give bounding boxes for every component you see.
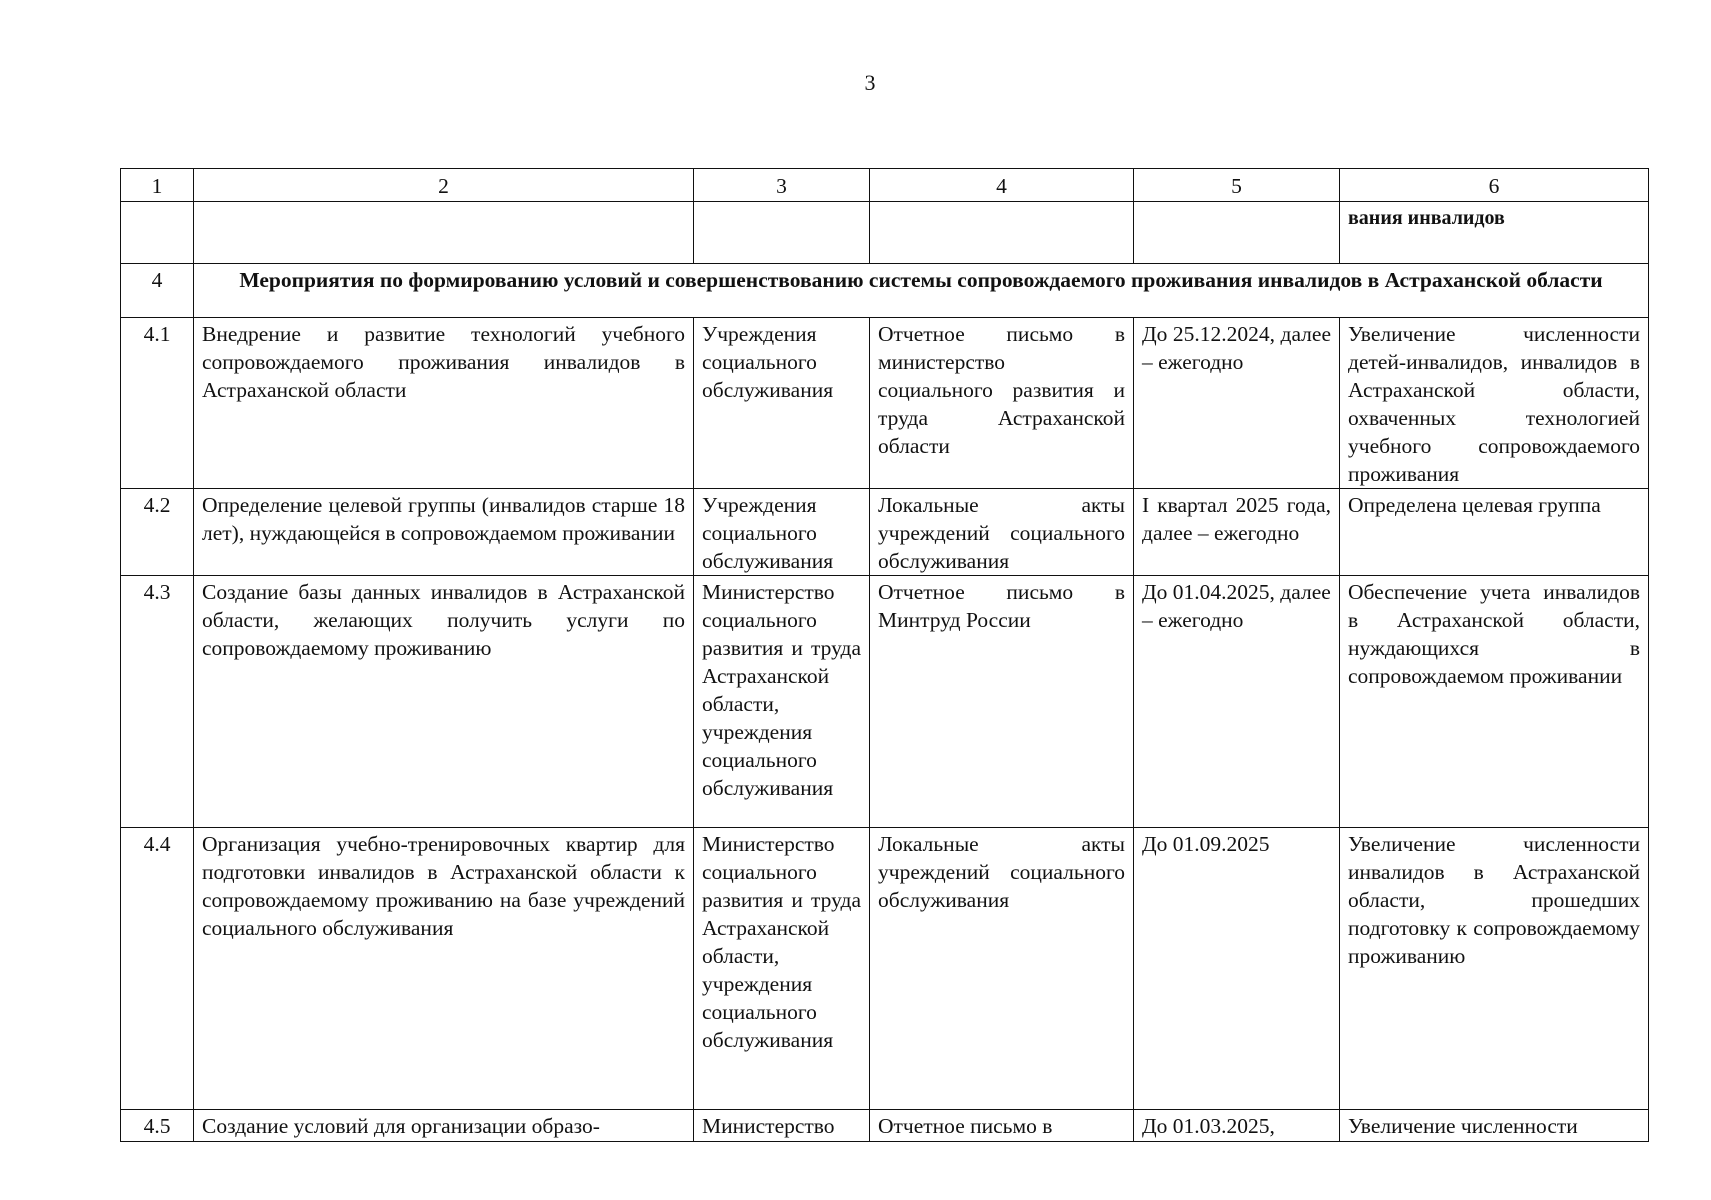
table-row xyxy=(121,318,1649,489)
executor-cell: Министерство социального развития и труда Астраханской области, учреждения социального обслуживания xyxy=(694,576,870,828)
continuation-result: вания инвалидов xyxy=(1340,202,1649,264)
section-number: 4 xyxy=(121,264,194,318)
continuation-row xyxy=(121,202,1649,264)
document-cell: Отчетное письмо в министерство социального развития и труда Астраханской области xyxy=(870,318,1134,489)
header-col-1: 1 xyxy=(121,169,194,202)
events-table xyxy=(120,168,1649,1142)
row-number: 4.4 xyxy=(121,828,194,1110)
section-title: Мероприятия по формированию условий и совершенствованию системы сопровождаемого проживания инвалидов в Астраханской области xyxy=(194,264,1649,318)
result-cell: Увеличение численности детей-инвалидов, инвалидов в Астраханской области, охваченных технологией учебного сопровождаемого проживания xyxy=(1340,318,1649,489)
row-number: 4.2 xyxy=(121,489,194,576)
document-cell: Локальные акты учреждений социального обслуживания xyxy=(870,489,1134,576)
result-cell: Обеспечение учета инвалидов в Астраханской области, нуждающихся в сопровождаемом проживании xyxy=(1340,576,1649,828)
page-number: 3 xyxy=(864,70,876,95)
table-row xyxy=(121,489,1649,576)
result-cell: Определена целевая группа xyxy=(1340,489,1649,576)
continuation-cell-2 xyxy=(194,202,694,264)
continuation-cell-4 xyxy=(870,202,1134,264)
header-col-3: 3 xyxy=(694,169,870,202)
header-col-2: 2 xyxy=(194,169,694,202)
executor-cell: Министерство xyxy=(694,1110,870,1142)
event-cell: Организация учебно-тренировочных квартир для подготовки инвалидов в Астраханской области к сопровождаемому проживанию на базе учреждений социального обслуживания xyxy=(194,828,694,1110)
table-row xyxy=(121,576,1649,828)
event-cell: Внедрение и развитие технологий учебного сопровождаемого проживания инвалидов в Астраханской области xyxy=(194,318,694,489)
event-cell: Создание базы данных инвалидов в Астраханской области, желающих получить услуги по сопровождаемому проживанию xyxy=(194,576,694,828)
table-row xyxy=(121,1110,1649,1142)
continuation-cell-5 xyxy=(1134,202,1340,264)
executor-cell: Министерство социального развития и труда Астраханской области, учреждения социального обслуживания xyxy=(694,828,870,1110)
deadline-cell: До 01.09.2025 xyxy=(1134,828,1340,1110)
result-cell: Увеличение численности инвалидов в Астраханской области, прошедших подготовку к сопровождаемому проживанию xyxy=(1340,828,1649,1110)
deadline-cell: До 01.03.2025, xyxy=(1134,1110,1340,1142)
table-row xyxy=(121,828,1649,1110)
deadline-cell: I квартал 2025 года, далее – ежегодно xyxy=(1134,489,1340,576)
executor-cell: Учреждения социального обслуживания xyxy=(694,318,870,489)
executor-cell: Учреждения социального обслуживания xyxy=(694,489,870,576)
continuation-cell-3 xyxy=(694,202,870,264)
document-cell: Отчетное письмо в Минтруд России xyxy=(870,576,1134,828)
row-number: 4.5 xyxy=(121,1110,194,1142)
result-cell: Увеличение численности xyxy=(1340,1110,1649,1142)
event-cell: Создание условий для организации образо- xyxy=(194,1110,694,1142)
deadline-cell: До 25.12.2024, далее – ежегодно xyxy=(1134,318,1340,489)
row-number: 4.3 xyxy=(121,576,194,828)
header-row xyxy=(121,169,1649,202)
continuation-cell-1 xyxy=(121,202,194,264)
deadline-cell: До 01.04.2025, далее – ежегодно xyxy=(1134,576,1340,828)
document-cell: Локальные акты учреждений социального обслуживания xyxy=(870,828,1134,1110)
section-row xyxy=(121,264,1649,318)
document-cell: Отчетное письмо в xyxy=(870,1110,1134,1142)
header-col-6: 6 xyxy=(1340,169,1649,202)
event-cell: Определение целевой группы (инвалидов старше 18 лет), нуждающейся в сопровождаемом проживании xyxy=(194,489,694,576)
row-number: 4.1 xyxy=(121,318,194,489)
header-col-4: 4 xyxy=(870,169,1134,202)
header-col-5: 5 xyxy=(1134,169,1340,202)
